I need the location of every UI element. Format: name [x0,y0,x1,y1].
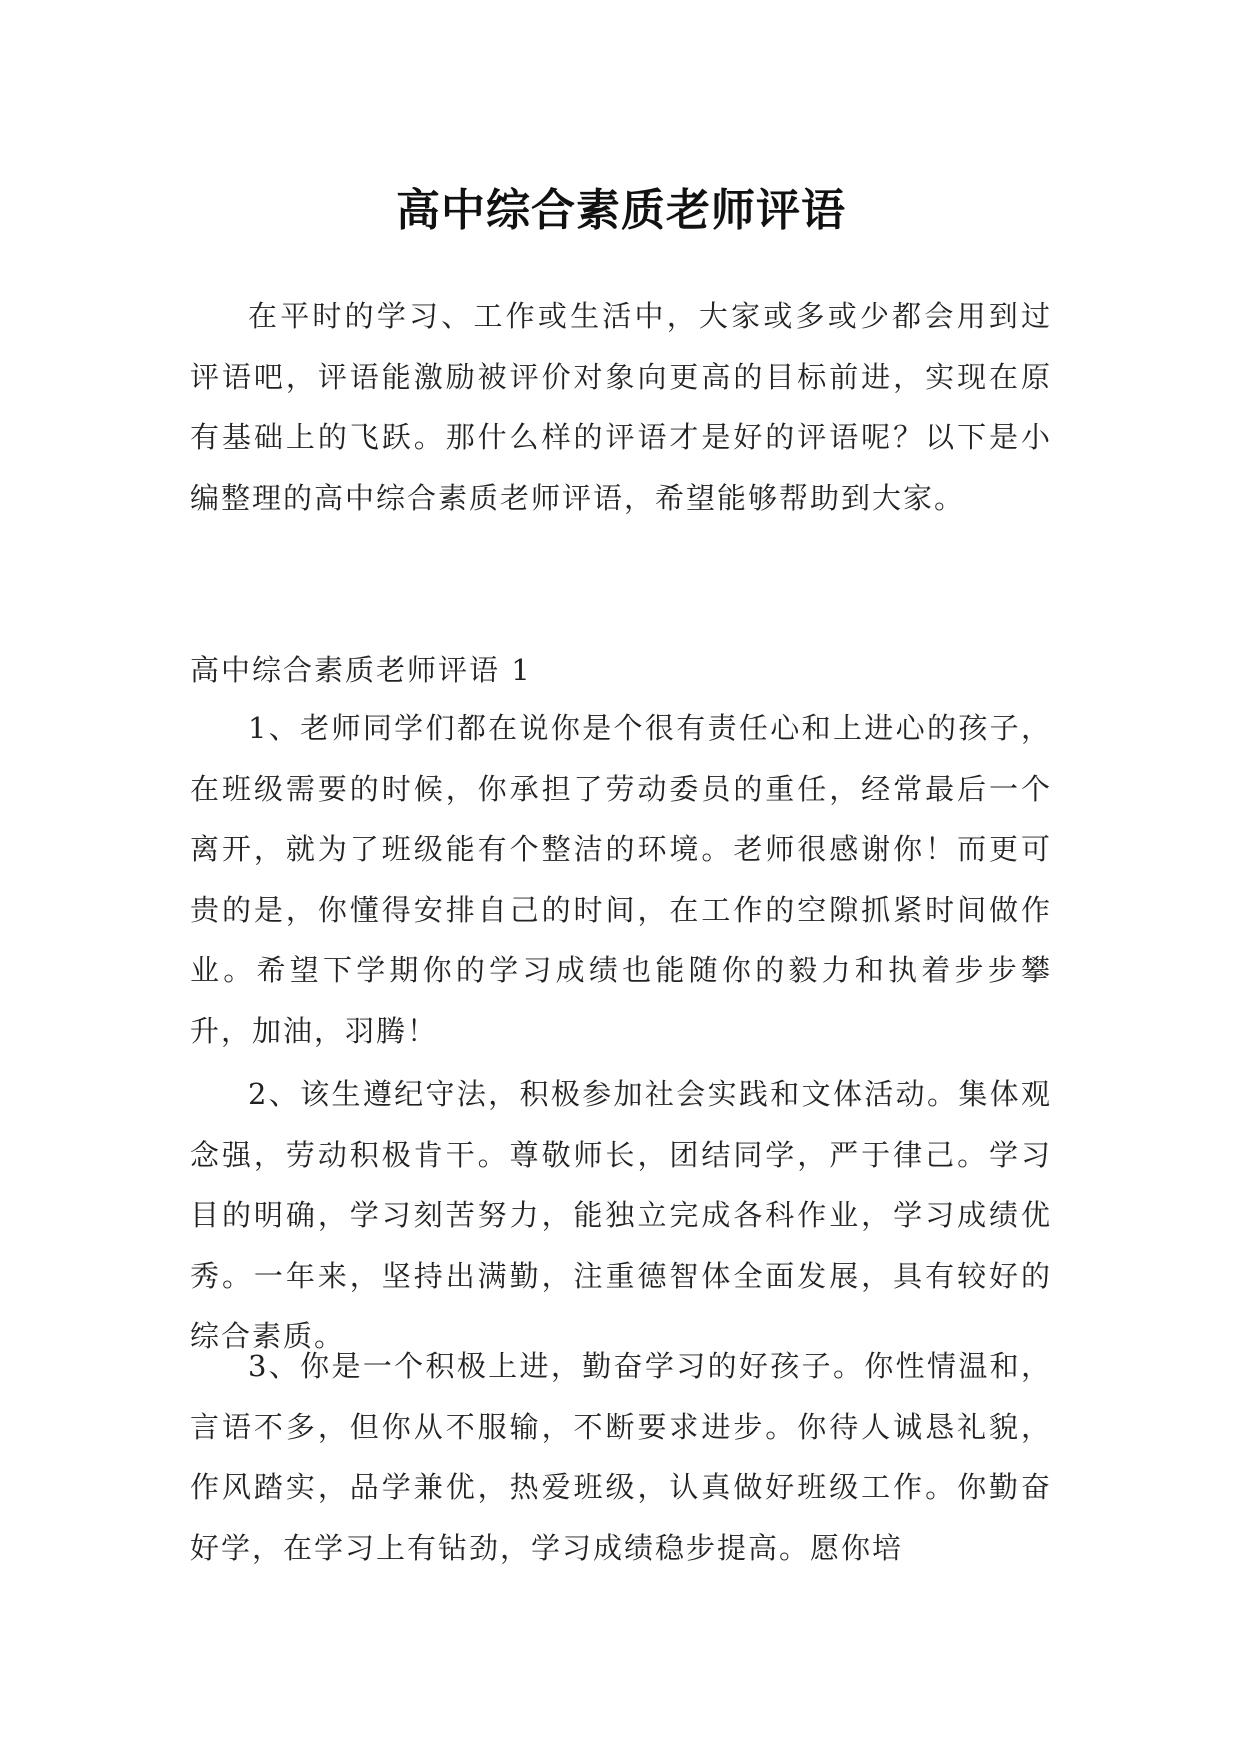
comment-item-2: 2、该生遵纪守法，积极参加社会实践和文体活动。集体观念强，劳动积极肯干。尊敬师长，团结同学，严于律己。学习目的明确，学习刻苦努力，能独立完成各科作业，学习成绩优秀。一年来，坚持出满勤，注重德智体全面发展，具有较好的综合素质。 [190,1077,1052,1354]
intro-paragraph: 在平时的学习、工作或生活中，大家或多或少都会用到过评语吧，评语能激励被评价对象向更高的目标前进，实现在原有基础上的飞跃。那什么样的评语才是好的评语呢？以下是小编整理的高中综合素质老师评语，希望能够帮助到大家。 [190,299,1052,515]
comment-item-3: 3、你是一个积极上进，勤奋学习的好孩子。你性情温和，言语不多，但你从不服输，不断要求进步。你待人诚恳礼貌，作风踏实，品学兼优，热爱班级，认真做好班级工作。你勤奋好学，在学习上有钻劲，学习成绩稳步提高。愿你培 [190,1349,1052,1565]
comment-item-1: 1、老师同学们都在说你是个很有责任心和上进心的孩子，在班级需要的时候，你承担了劳动委员的重任，经常最后一个离开，就为了班级能有个整洁的环境。老师很感谢你！而更可贵的是，你懂得安排自己的时间，在工作的空隙抓紧时间做作业。希望下学期你的学习成绩也能随你的毅力和执着步步攀升，加油，羽腾！ [190,711,1052,1048]
document-title: 高中综合素质老师评语 [396,185,846,237]
section-heading: 高中综合素质老师评语 1 [190,653,532,687]
